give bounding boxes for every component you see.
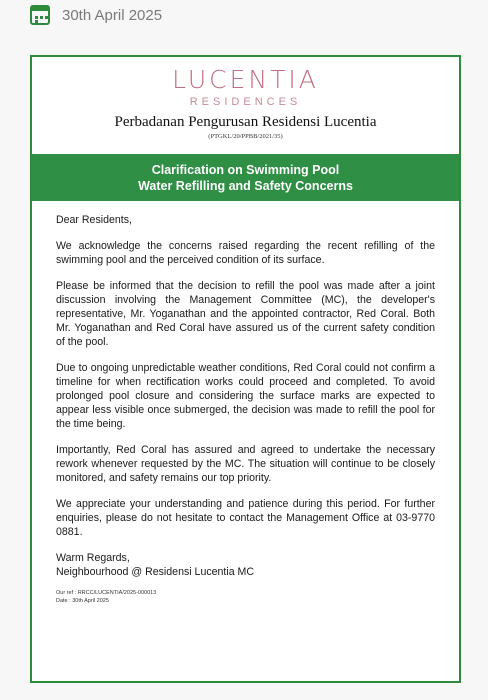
our-reference: Our ref : RRCC/LUCENTIA/2025-000013	[56, 590, 157, 596]
notice-letter-image[interactable]	[30, 55, 461, 683]
signature: Neighbourhood @ Residensi Lucentia MC	[56, 566, 255, 578]
letter-footer	[56, 589, 435, 605]
paragraph-2: Please be informed that the decision to refill the pool was made after a joint discussion involving the Management Committee (MC), the developer's representative, Mr. Yoganathan and the appointed contractor, Red Coral. Both Mr. Yoganathan and Red Coral have assured us of the current safety condition of the pool.	[56, 280, 435, 348]
notice-heading-line1: Clarification on Swimming Pool	[151, 163, 340, 177]
salutation: Dear Residents,	[56, 214, 132, 226]
notice-heading-line2: Water Refilling and Safety Concerns	[138, 179, 353, 193]
calendar-icon	[30, 5, 50, 25]
notice-heading	[32, 154, 459, 201]
footer-date: Date : 30th April 2025	[56, 598, 109, 604]
letter-body	[32, 201, 459, 605]
registration-number: (PTGKL/20/PPBB/2021/35)	[208, 133, 283, 140]
lucentia-logo-subtitle: RESIDENCES	[189, 96, 302, 108]
closing: Warm Regards,	[56, 552, 130, 564]
post-date-row	[30, 3, 162, 27]
paragraph-5: We appreciate your understanding and patience during this period. For further enquiries, please do not hesitate to contact the Management Office at 03-9770 0881.	[56, 498, 435, 538]
paragraph-4: Importantly, Red Coral has assured and agreed to undertake the necessary rework whenever requested by the MC. The situation will continue to be closely monitored, and safety remains our top priority.	[56, 444, 435, 484]
lucentia-logo: LUCENTIA	[172, 65, 319, 94]
paragraph-3: Due to ongoing unpredictable weather conditions, Red Coral could not confirm a timeline for when rectification works could proceed and completed. To avoid prolonged pool closure and considering the surface marks are expected to appear less visible once submerged, the decision was made to refill the pool for the time being.	[56, 362, 435, 430]
post-date: 30th April 2025	[62, 6, 163, 24]
paragraph-1: We acknowledge the concerns raised regarding the recent refilling of the swimming pool and the perceived condition of its surface.	[56, 240, 435, 266]
corporation-name: Perbadanan Pengurusan Residensi Lucentia	[114, 114, 377, 130]
